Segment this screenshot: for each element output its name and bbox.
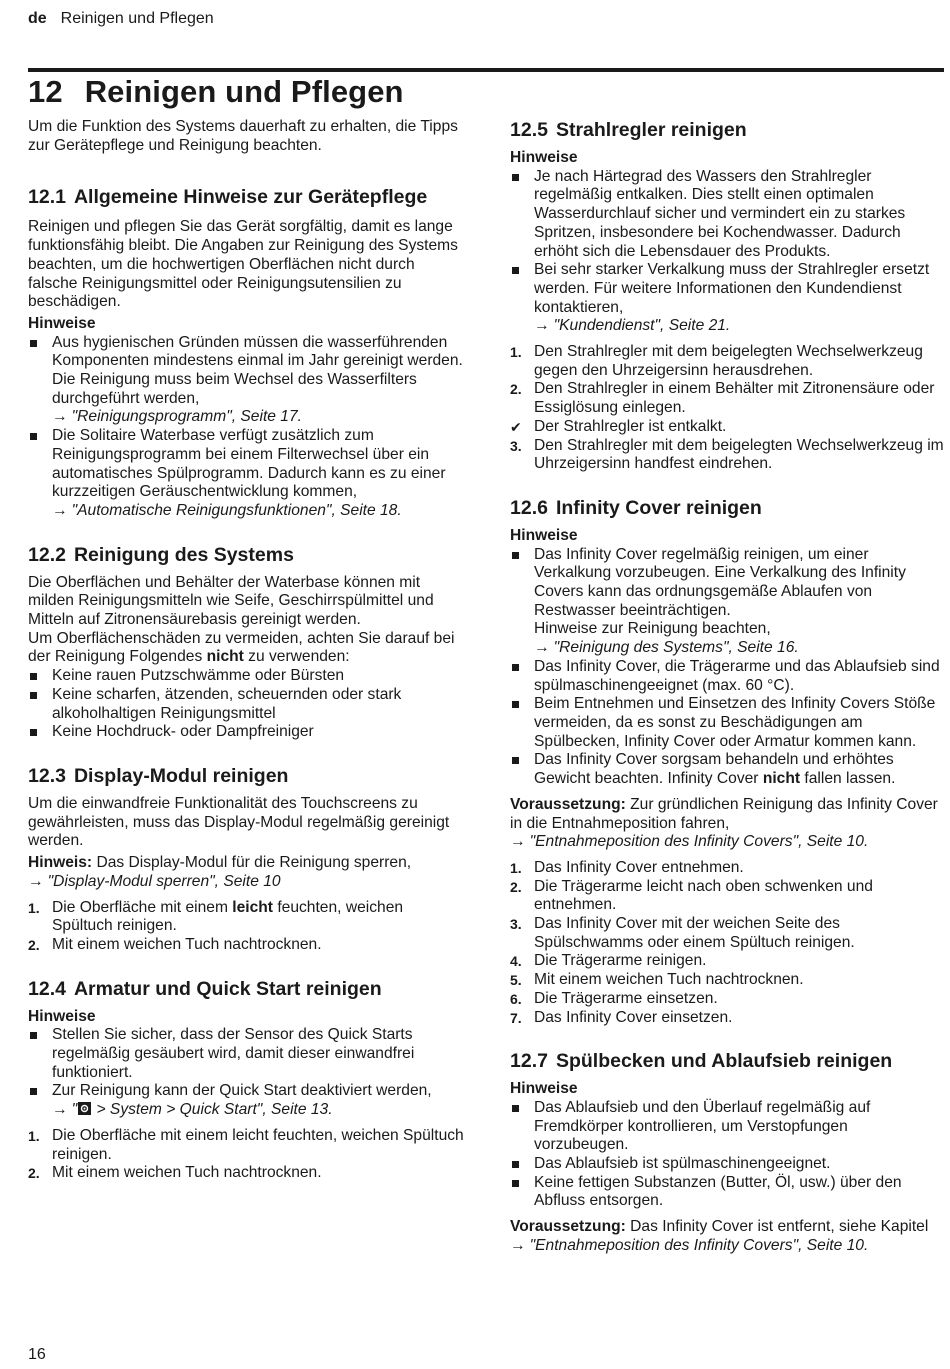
list-item: Keine scharfen, ätzenden, scheuernden oder stark alkoholhaltigen Reinigungsmittel [28,686,468,723]
step-item [510,1009,945,1028]
prerequisite-label: Voraussetzung: [510,795,626,813]
reference-text: "Entnahmeposition des Infinity Covers", Seite 10. [529,1236,869,1254]
step-text: Mit einem weichen Tuch nachtrocknen. [534,971,804,989]
step-text: Das Infinity Cover mit der weichen Seite des Spülschwamms oder einem Spültuch reinigen. [534,915,855,951]
chapter-intro: Um die Funktion des Systems dauerhaft zu erhalten, die Tipps zur Gerätepflege und Reinigung beachten. [28,118,458,154]
section-title-text: Allgemeine Hinweise zur Gerätepflege [73,186,428,209]
step-number: 1. [510,344,522,361]
running-header [28,10,214,28]
hinweis-text: Das Display-Modul für die Reinigung sperren, [92,854,412,872]
cross-reference[interactable] [510,1237,868,1254]
step-item [28,936,468,955]
list-item: Je nach Härtegrad des Wassers den Strahlregler regelmäßig entkalken. Dies stellt einen optimalen Wasserdurchlauf sicher und vermindert ein zu starkes Spritzen, insbesondere bei Kochendwasser. Dadurch erhöht sich die Lebensdauer des Produkts. [510,168,945,262]
step-text: Das Infinity Cover einsetzen. [534,1008,733,1026]
emphasis: nicht [762,770,801,788]
step-text: Den Strahlregler mit dem beigelegten Wechselwerkzeug im Uhrzeigersinn handfest eindrehen. [534,436,944,473]
step-number: 3. [510,916,522,933]
reference-text: "Automatische Reinigungsfunktionen", Seite 18. [71,501,402,519]
list-item: Beim Entnehmen und Einsetzen des Infinity Covers Stöße vermeiden, da es sonst zu Beschädigungen am Spülbecken, Infinity Cover oder Armatur kommen kann. [510,695,945,751]
step-item [510,343,945,380]
step-text: Die Oberfläche mit einem [52,898,233,916]
section-12-7-prerequisite [510,1218,945,1255]
section-12-6-steps [510,859,945,1027]
section-12-5-title [510,118,945,142]
section-number: 12.3 [28,764,66,787]
hinweise-label: Hinweise [510,1080,578,1098]
step-item [510,437,945,474]
list-item: Das Ablaufsieb und den Überlauf regelmäßig auf Fremdkörper kontrollieren, um Verstopfungen vorzubeugen. [510,1099,945,1155]
hinweis-label: Hinweis: [28,854,93,872]
step-number: 5. [510,972,522,989]
section-number: 12.1 [28,186,66,209]
step-item [28,899,468,936]
note-text: Hinweise zur Reinigung beachten, [534,620,771,638]
section-number: 12.2 [28,543,66,566]
section-12-4-notes [28,1026,468,1120]
cross-reference[interactable] [28,873,281,890]
note-text: fallen lassen. [800,770,896,788]
section-12-5-notes [510,168,945,336]
section-12-1-notes [28,334,468,521]
note-text: Das Infinity Cover sorgsam behandeln und erhöhtes Gewicht beachten. Infinity Cover [534,751,894,788]
list-item [28,334,468,428]
note-text: Bei sehr starker Verkalkung muss der Strahlregler ersetzt werden. Für weitere Informationen den Kundendienst kontaktieren, [534,261,930,316]
right-column [510,118,945,1256]
left-column [28,118,468,1183]
note-text: Das Infinity Cover regelmäßig reinigen, um einer Verkalkung vorzubeugen. Eine Verkalkung des Infinity Covers kann das ordnungsgemäße Ablaufen von Restwasser beeinträchtigen. [534,545,906,619]
reference-text: "Entnahmeposition des Infinity Covers", Seite 10. [529,833,869,851]
list-item [510,546,945,658]
section-12-4-title [28,977,468,1001]
list-item [28,427,468,521]
list-item [28,1082,468,1119]
reference-text: " [71,1101,78,1119]
step-number: 2. [510,381,522,398]
step-number: 3. [510,437,522,454]
step-number: 7. [510,1009,522,1026]
cross-reference[interactable] [52,408,302,425]
cross-reference[interactable] [52,1101,333,1118]
step-number: 2. [510,878,522,895]
section-12-2-list [28,667,468,742]
step-item [510,915,945,952]
step-item [28,1164,468,1183]
section-12-6-title [510,496,945,520]
step-text: Den Strahlregler mit dem beigelegten Wechselwerkzeug gegen den Uhrzeigersinn herausdrehen. [534,343,923,379]
step-text: Die Oberfläche mit einem leicht feuchten, weichen Spültuch reinigen. [52,1126,464,1163]
section-title-text: Infinity Cover reinigen [555,496,762,519]
step-text: feuchten, weichen Spültuch reinigen. [52,898,404,935]
header-rule [28,68,944,72]
list-item: Das Infinity Cover, die Trägerarme und das Ablaufsieb sind spülmaschinengeeignet (max. 60 °C). [510,658,945,695]
list-item: Das Ablaufsieb ist spülmaschinengeeignet. [510,1155,945,1174]
step-number: 4. [510,953,522,970]
hinweise-label: Hinweise [28,314,96,332]
section-12-1-text: Reinigen und pflegen Sie das Gerät sorgfältig, damit es lange funktionsfähig bleibt. Die Angaben zur Reinigung des Systems beachten, um die hochwertigen Oberflächen nicht durch falsche Reinigungsmittel oder Reinigungsutensilien zu beschädigen. [28,218,458,311]
step-number: 2. [28,936,40,953]
header-title: Reinigen und Pflegen [60,10,214,27]
step-number: 1. [28,1127,40,1144]
section-number: 12.4 [28,977,66,1000]
step-item [510,878,945,915]
reference-text: "Reinigungsprogramm", Seite 17. [71,408,302,426]
section-title-text: Armatur und Quick Start reinigen [73,977,382,1000]
arrow-icon: → [534,317,550,335]
hinweise-label: Hinweise [28,1007,96,1025]
arrow-icon: → [534,639,550,657]
chapter-title-text: Reinigen und Pflegen [84,74,404,109]
warning-text: Um Oberflächenschäden zu vermeiden, achten Sie darauf bei der Reinigung Folgendes [28,629,455,666]
section-title-text: Strahlregler reinigen [555,119,747,141]
step-item [28,1127,468,1164]
step-text: Mit einem weichen Tuch nachtrocknen. [52,1164,322,1182]
section-number: 12.6 [510,496,548,519]
section-12-3-text: Um die einwandfreie Funktionalität des Touchscreens zu gewährleisten, muss das Display-Modul regelmäßig gereinigt werden. [28,794,450,850]
list-item: Stellen Sie sicher, dass der Sensor des Quick Starts regelmäßig gesäubert wird, damit dieser einwandfrei funktioniert. [28,1026,468,1082]
arrow-icon: → [510,833,526,851]
step-text: Die Trägerarme reinigen. [534,952,707,970]
section-12-2-text: Die Oberflächen und Behälter der Waterbase können mit milden Reinigungsmitteln wie Seife, Geschirrspülmittel und Mitteln auf Zitronensäurebasis gereinigt werden. [28,573,434,629]
emphasis: leicht [232,898,273,916]
section-12-6-prerequisite [510,796,945,852]
section-12-3-hinweis [28,854,468,891]
note-text: Zur Reinigung kann der Quick Start deaktiviert werden, [52,1082,432,1100]
step-item [510,859,945,878]
cross-reference[interactable] [52,502,402,519]
list-item [510,261,945,336]
step-text: Die Trägerarme leicht nach oben schwenken und entnehmen. [534,877,873,914]
step-number: 2. [28,1165,40,1182]
section-12-5-steps [510,343,945,474]
cross-reference[interactable] [534,639,799,656]
check-icon: ✔ [510,418,522,435]
arrow-icon: → [52,1101,68,1119]
section-title-text: Display-Modul reinigen [73,764,289,787]
reference-text: "Display-Modul sperren", Seite 10 [47,872,281,890]
section-12-1-title [28,185,468,209]
prerequisite-label: Voraussetzung: [510,1218,626,1236]
result-text: Der Strahlregler ist entkalkt. [534,417,727,435]
arrow-icon: → [52,501,68,519]
section-number: 12.5 [510,119,548,141]
chapter-title [28,74,404,110]
section-title-text: Spülbecken und Ablaufsieb reinigen [555,1050,893,1073]
step-result [510,418,945,437]
section-12-4-steps [28,1127,468,1183]
section-12-3-title [28,764,468,788]
language-code: de [28,10,47,27]
list-item: Keine Hochdruck- oder Dampfreiniger [28,723,468,742]
reference-text: > System > Quick Start", Seite 13. [92,1101,333,1119]
step-text: Mit einem weichen Tuch nachtrocknen. [52,935,322,953]
reference-text: "Reinigung des Systems", Seite 16. [553,639,799,657]
section-12-2-warning [28,630,468,667]
step-text: Das Infinity Cover entnehmen. [534,858,744,876]
reference-text: "Kundendienst", Seite 21. [553,317,731,335]
step-number: 1. [28,899,40,916]
step-text: Die Trägerarme einsetzen. [534,989,718,1007]
cross-reference[interactable] [510,833,868,850]
section-12-3-steps [28,899,468,955]
list-item: Keine fettigen Substanzen (Butter, Öl, usw.) über den Abfluss entsorgen. [510,1174,945,1211]
section-12-2-title [28,543,468,567]
cross-reference[interactable] [534,317,730,334]
hinweise-label: Hinweise [510,526,578,544]
step-item [510,990,945,1009]
list-item: Keine rauen Putzschwämme oder Bürsten [28,667,468,686]
step-number: 6. [510,990,522,1007]
note-text: Die Solitaire Waterbase verfügt zusätzlich zum Reinigungsprogramm bei einem Filterwechsel über ein automatisches Spülprogramm. Dadurch kann es zu einer kurzzeitigen Geräuschentwicklung kommen, [52,427,446,501]
arrow-icon: → [52,408,68,426]
step-number: 1. [510,859,522,876]
chapter-number: 12 [28,74,63,109]
section-12-6-notes [510,546,945,789]
section-number: 12.7 [510,1050,548,1073]
page-number: 16 [28,1346,46,1363]
section-12-7-title [510,1049,945,1073]
note-text: Aus hygienischen Gründen müssen die wasserführenden Komponenten mindestens einmal im Jahr gereinigt werden. Die Reinigung muss beim Wechsel des Wasserfilters durchgeführt werden, [52,333,463,407]
step-text: Den Strahlregler in einem Behälter mit Zitronensäure oder Essiglösung einlegen. [534,380,935,417]
step-item [510,971,945,990]
prerequisite-text: Das Infinity Cover ist entfernt, siehe Kapitel [625,1218,929,1236]
emphasis: nicht [206,648,244,666]
settings-menu-icon [78,1102,91,1115]
warning-text: zu verwenden: [243,648,350,666]
hinweise-label: Hinweise [510,149,578,166]
section-title-text: Reinigung des Systems [73,543,294,566]
section-12-7-notes [510,1099,945,1211]
prerequisite-text: Zur gründlichen Reinigung das Infinity Cover in die Entnahmeposition fahren, [510,795,938,832]
arrow-icon: → [510,1236,526,1254]
step-item [510,380,945,417]
step-item [510,952,945,971]
list-item [510,751,945,788]
arrow-icon: → [28,872,44,890]
